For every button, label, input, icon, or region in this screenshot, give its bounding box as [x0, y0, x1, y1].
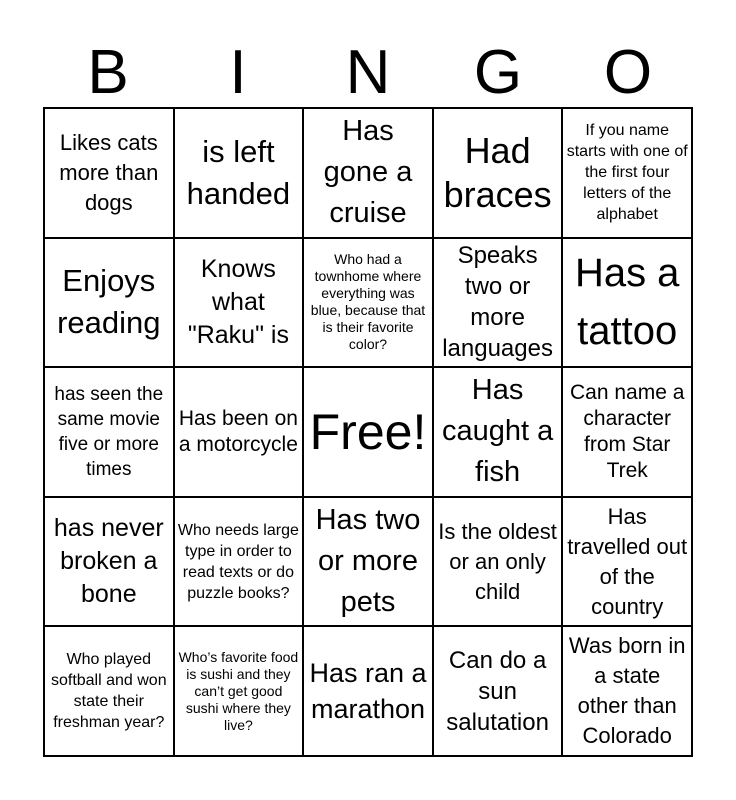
bingo-cell[interactable] [433, 108, 563, 238]
cell-text: Has a tattoo [574, 251, 680, 354]
cell-text: has seen the same movie five or more times [54, 383, 164, 480]
cell-text: Who played softball and won state their freshman year? [50, 651, 167, 732]
bingo-cell[interactable] [44, 367, 174, 497]
bingo-cell-free-space[interactable] [303, 367, 433, 497]
bingo-cell[interactable] [174, 108, 304, 238]
cell-text: Who’s favorite food is sushi and they can’t get good sushi where they live? [178, 648, 299, 733]
bingo-cell[interactable] [433, 238, 563, 368]
bingo-cell[interactable] [303, 626, 433, 756]
bingo-cell[interactable] [562, 626, 692, 756]
cell-text: Had braces [443, 129, 552, 215]
bingo-cell[interactable] [44, 497, 174, 627]
cell-text: Has caught a fish [441, 374, 554, 489]
cell-text: is left handed [186, 133, 291, 211]
cell-text: Can name a character from Star Trek [569, 380, 685, 482]
header-letter-g: G [473, 38, 523, 107]
cell-text: Has gone a cruise [323, 115, 413, 230]
cell-text: Was born in a state other than Colorado [568, 633, 686, 749]
bingo-cell[interactable] [433, 367, 563, 497]
cell-text: Has travelled out of the country [567, 503, 688, 619]
cell-text: Is the oldest or an only child [438, 518, 557, 604]
bingo-card [43, 107, 693, 757]
header-letter-b: B [87, 38, 129, 107]
header-letter-i: I [229, 38, 247, 107]
cell-text: Who had a townhome where everything was blue, because that is their favorite color? [310, 251, 426, 353]
bingo-cell[interactable] [433, 497, 563, 627]
bingo-cell[interactable] [174, 367, 304, 497]
bingo-cell[interactable] [433, 626, 563, 756]
cell-text: Has ran a marathon [309, 658, 427, 725]
cell-text: Likes cats more than dogs [59, 129, 159, 215]
bingo-cell[interactable] [44, 238, 174, 368]
bingo-cell[interactable] [44, 626, 174, 756]
bingo-cell[interactable] [174, 497, 304, 627]
cell-text: Free! [309, 403, 427, 460]
bingo-header [43, 40, 693, 106]
bingo-cell[interactable] [303, 108, 433, 238]
bingo-cell[interactable] [562, 497, 692, 627]
cell-text: If you name starts with one of the first four letters of the alphabet [566, 122, 688, 224]
bingo-cell[interactable] [174, 238, 304, 368]
bingo-cell[interactable] [303, 497, 433, 627]
bingo-cell[interactable] [174, 626, 304, 756]
bingo-cell[interactable] [562, 367, 692, 497]
bingo-cell[interactable] [44, 108, 174, 238]
cell-text: Who needs large type in order to read texts or do puzzle books? [177, 521, 299, 602]
header-letter-n: N [345, 38, 391, 107]
cell-text: Speaks two or more languages [442, 242, 553, 363]
cell-text: Has been on a motorcycle [178, 406, 298, 456]
cell-text: Can do a sun salutation [446, 646, 549, 736]
bingo-cell[interactable] [303, 238, 433, 368]
cell-text: has never broken a bone [53, 514, 164, 609]
cell-text: Knows what "Raku" is [187, 254, 289, 349]
bingo-cell[interactable] [562, 108, 692, 238]
cell-text: Enjoys reading [57, 263, 161, 341]
header-letter-o: O [603, 38, 653, 107]
bingo-cell[interactable] [562, 238, 692, 368]
cell-text: Has two or more pets [315, 504, 421, 619]
